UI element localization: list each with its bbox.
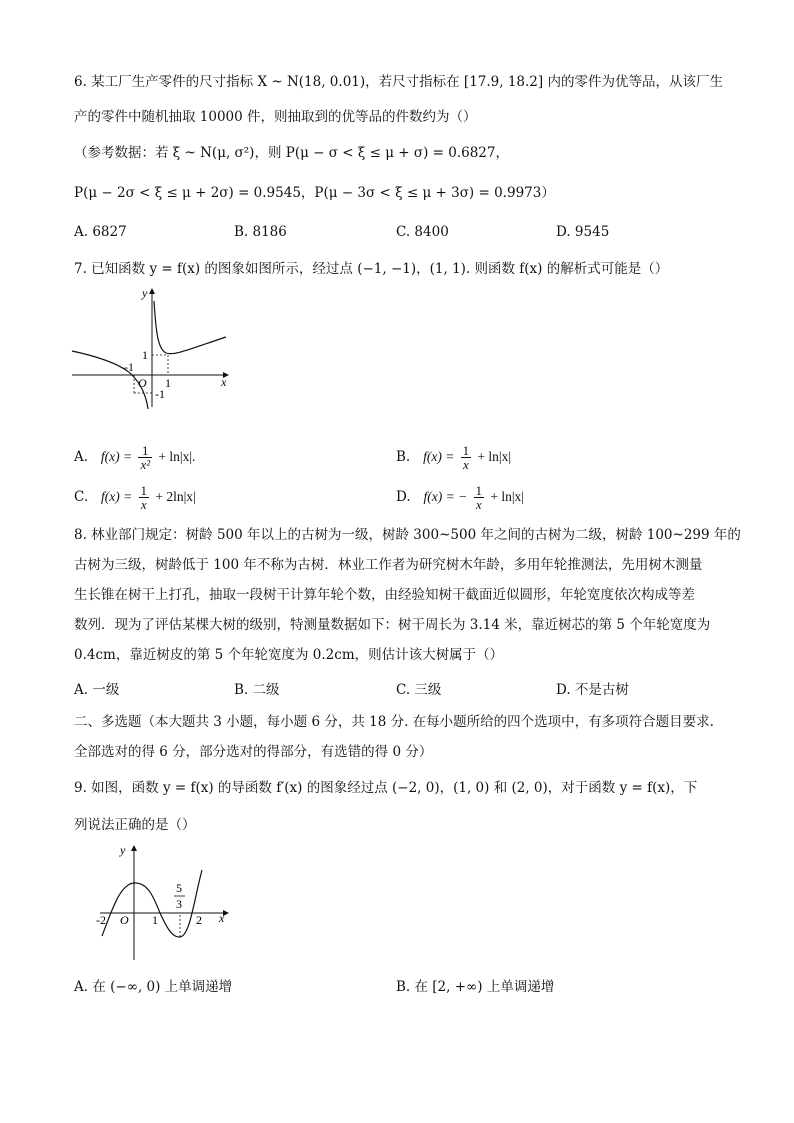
q7-option-a: A. f(x) = $\frac{1}{\text{x²}}$ + ln|x|. [74, 443, 196, 472]
q7-option-b: B. f(x) = $\frac{1}{x}$ + ln|x| [396, 443, 512, 472]
q9-graph-frac-den: 3 [176, 897, 182, 911]
q9-graph-tick-neg2: -2 [96, 913, 106, 927]
section2-heading-line2: 全部选对的得 6 分，部分选对的得部分，有选错的得 0 分） [74, 744, 433, 760]
q6-line1: 6. 某工厂生产零件的尺寸指标 X ~ N(18, 0.01)，若尺寸指标在 [17.9, 18.2] 内的零件为优等品，从该厂生 [74, 74, 723, 90]
q8-line2: 古树为三级，树龄低于 100 年不称为古树．林业工作者为研究树木年龄，多用年轮推测法，先用树木测量 [74, 557, 703, 573]
q8-line4: 数列．现为了评估某棵大树的级别，特测量数据如下：树干周长为 3.14 米，靠近树芯的第 5 个年轮宽度为 [74, 617, 711, 633]
q7-graph-tick-1: 1 [142, 348, 148, 362]
q8-option-d: D. 不是古树 [556, 682, 629, 698]
q8-line1: 8. 林业部门规定：树龄 500 年以上的古树为一级，树龄 300~500 年之间的古树为二级，树龄 100~299 年的 [74, 527, 741, 543]
q8-option-a: A. 一级 [74, 682, 120, 698]
q6-option-c: C. 8400 [396, 224, 449, 240]
q7-line1: 7. 已知函数 y = f(x) 的图象如图所示，经过点 (−1, −1)，(1, 1). 则函数 f(x) 的解析式可能是（） [74, 261, 669, 277]
q6-line4: P(μ − 2σ < ξ ≤ μ + 2σ) = 0.9545，P(μ − 3σ < ξ ≤ μ + 3σ) = 0.9973） [74, 185, 555, 201]
q9-derivative-graph [96, 840, 236, 965]
q9-option-a: A. 在 (−∞, 0) 上单调递增 [74, 979, 233, 995]
q6-line3: （参考数据：若 ξ ~ N(μ, σ²)，则 P(μ − σ < ξ ≤ μ + σ) = 0.6827， [74, 145, 509, 161]
q7-option-d: D. f(x) = − $\frac{1}{x}$ + ln|x| [396, 483, 524, 512]
q8-option-c: C. 三级 [396, 682, 442, 698]
q9-graph-frac-num: 5 [176, 881, 182, 895]
q7-graph-tick-neg1-y: -1 [155, 387, 165, 401]
q9-line2: 列说法正确的是（） [74, 817, 196, 833]
q9-graph-y-label: y [120, 843, 126, 857]
q7-graph-tick-neg1-x: -1 [124, 360, 134, 374]
q9-option-b: B. 在 [2, +∞) 上单调递增 [396, 979, 555, 995]
q7-function-graph [70, 283, 240, 413]
q6-line2: 产的零件中随机抽取 10000 件，则抽取到的优等品的件数约为（） [74, 109, 477, 125]
q8-option-b: B. 二级 [234, 682, 280, 698]
q9-graph-x-label: x [219, 911, 225, 925]
q9-graph-tick-1: 1 [152, 913, 158, 927]
section2-heading-line1: 二、多选题（本大题共 3 小题，每小题 6 分，共 18 分. 在每小题所给的四个选项中，有多项符合题目要求. [74, 714, 714, 730]
q7-graph-x-label: x [221, 375, 227, 389]
q9-graph-tick-2: 2 [196, 913, 202, 927]
q9-line1: 9. 如图，函数 y = f(x) 的导函数 f′(x) 的图象经过点 (−2, 0)，(1, 0) 和 (2, 0)，对于函数 y = f(x)，下 [74, 780, 698, 796]
q8-line5: 0.4cm，靠近树皮的第 5 个年轮宽度为 0.2cm，则估计该大树属于（） [74, 647, 504, 663]
q8-line3: 生长锥在树干上打孔，抽取一段树干计算年轮个数，由经验知树干截面近似圆形，年轮宽度依次构成等差 [74, 587, 695, 603]
q7-graph-y-label: y [142, 286, 148, 300]
q7-option-c: C. f(x) = $\frac{1}{x}$ + 2ln|x| [74, 483, 196, 512]
q7-graph-tick-1-x: 1 [165, 376, 171, 390]
q6-option-b: B. 8186 [234, 224, 287, 240]
q6-option-a: A. 6827 [74, 224, 127, 240]
q7-graph-origin: O [138, 376, 147, 390]
q6-option-d: D. 9545 [556, 224, 610, 240]
q9-graph-origin: O [120, 913, 129, 927]
